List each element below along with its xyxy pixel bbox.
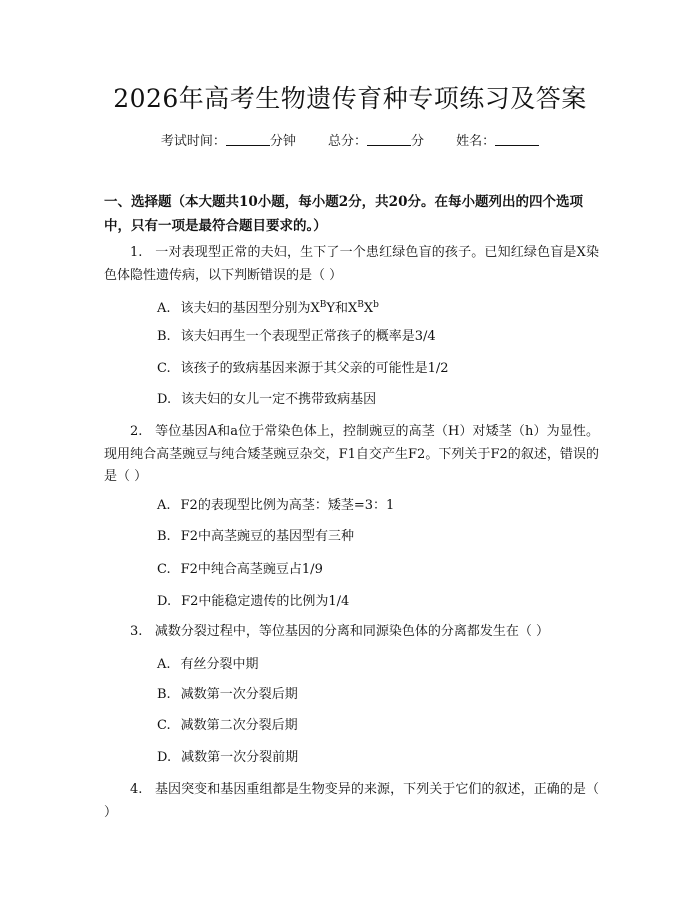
question-2 [104, 421, 599, 489]
option-text: 减数第一次分裂后期 [180, 687, 298, 702]
option-text: F2中能稳定遗传的比例为1/4 [181, 594, 350, 609]
option-text: 该孩子的致病基因来源于其父亲的可能性是1/2 [180, 361, 449, 376]
option-text: 该夫妇的女儿一定不携带致病基因 [181, 392, 377, 407]
option-1b[interactable] [157, 327, 436, 347]
exam-meta [0, 131, 700, 152]
option-letter: A. [157, 498, 171, 513]
option-text: 减数第一次分裂前期 [181, 750, 299, 765]
time-unit: 分钟 [269, 134, 296, 149]
option-1d[interactable] [157, 390, 376, 410]
option-3b[interactable] [157, 685, 298, 705]
option-text: 减数第二次分裂后期 [180, 718, 298, 733]
option-letter: D. [157, 594, 172, 609]
option-3a[interactable] [157, 655, 259, 675]
question-stem: 基因突变和基因重组都是生物变异的来源，下列关于它们的叙述，正确的是（ ） [104, 782, 599, 820]
score-field [328, 134, 424, 149]
option-text: 有丝分裂中期 [180, 657, 259, 672]
option-letter: B. [157, 529, 171, 544]
option-letter: A. [157, 301, 171, 316]
option-letter: A. [157, 657, 171, 672]
option-text: 该夫妇的基因型分别为X [180, 301, 320, 316]
question-1 [104, 242, 599, 287]
question-number: 3. [130, 624, 143, 639]
option-2a[interactable] [157, 496, 394, 516]
name-field [456, 134, 539, 149]
option-2d[interactable] [157, 592, 349, 612]
time-field [161, 134, 296, 149]
option-2b[interactable] [157, 527, 354, 547]
option-3c[interactable] [157, 716, 298, 736]
option-text: 该夫妇再生一个表现型正常孩子的概率是3/4 [180, 329, 436, 344]
option-letter: B. [157, 687, 171, 702]
question-stem: 减数分裂过程中，等位基因的分离和同源染色体的分离都发生在（ ） [154, 624, 549, 639]
question-stem: 一对表现型正常的夫妇，生下了一个患红绿色盲的孩子。已知红绿色盲是X染色体隐性遗传病，以下判断错误的是（ ） [104, 245, 599, 283]
option-text: F2中纯合高茎豌豆占1/9 [180, 562, 323, 577]
score-label: 总分： [327, 134, 367, 149]
option-letter: B. [157, 329, 171, 344]
option-text: X [363, 301, 374, 316]
option-letter: C. [157, 562, 171, 577]
name-blank[interactable] [495, 131, 539, 146]
option-3d[interactable] [157, 748, 298, 768]
page-title: 2026年高考生物遗传育种专项练习及答案 [113, 84, 587, 113]
option-1a[interactable] [157, 295, 379, 319]
option-letter: D. [157, 392, 172, 407]
option-letter: C. [157, 361, 171, 376]
option-letter: C. [157, 718, 171, 733]
question-4 [104, 779, 599, 824]
score-blank[interactable] [367, 131, 411, 146]
option-1c[interactable] [157, 359, 449, 379]
name-label: 姓名： [456, 134, 496, 149]
superscript: B [357, 300, 364, 310]
question-stem: 等位基因A和a位于常染色体上，控制豌豆的高茎（H）对矮茎（h）为显性。现用纯合高茎豌豆与纯合矮茎豌豆杂交，F1自交产生F2。下列关于F2的叙述，错误的是（ ） [104, 424, 599, 484]
time-label: 考试时间： [160, 134, 226, 149]
question-3 [104, 621, 599, 644]
option-text: F2中高茎豌豆的基因型有三种 [180, 529, 354, 544]
score-unit: 分 [411, 134, 425, 149]
option-text: F2的表现型比例为高茎：矮茎=3：1 [180, 498, 395, 513]
option-letter: D. [157, 750, 172, 765]
question-number: 1. [130, 245, 143, 260]
superscript: b [373, 300, 379, 310]
question-number: 2. [130, 424, 143, 439]
superscript: B [319, 300, 327, 310]
time-blank[interactable] [226, 131, 270, 146]
question-number: 4. [130, 782, 143, 797]
section-heading: 一、选择题（本大题共10小题，每小题2分，共20分。在每小题列出的四个选项中，只有一项是最符合题目要求的。） [104, 194, 583, 234]
option-2c[interactable] [157, 560, 323, 580]
option-text: Y和X [326, 301, 358, 316]
